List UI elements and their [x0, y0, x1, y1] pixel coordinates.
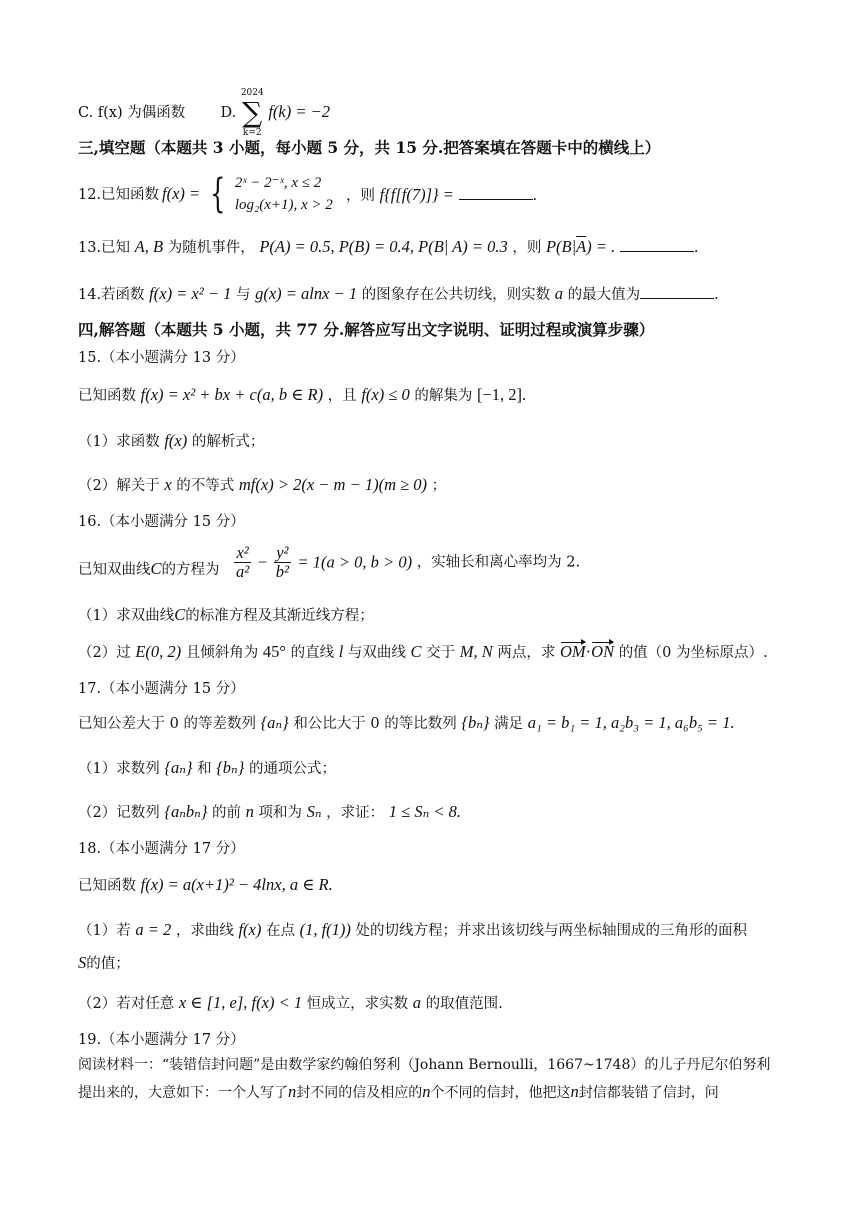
q19-heading: 19.（本小题满分 17 分） — [78, 1032, 245, 1048]
q12-answer-blank[interactable] — [459, 185, 533, 200]
q13-target: $P(B|\overline{A})$ = . — [545, 237, 616, 256]
summation-symbol: 2024 ∑ k=2 — [240, 88, 264, 138]
question-13: 13.已知 A, B 为随机事件， P(A) = 0.5, P(B) = 0.4, P(B| A) = 0.3 ，则 $P(B|\overline{A})$ = . . — [78, 237, 699, 256]
q18-heading: 18.（本小题满分 17 分） — [78, 841, 245, 857]
q18-part-1: （1）若 a = 2 ，求曲线 f(x) 在点 (1, f(1)) 处的切线方程；并求出该切线与两坐标轴围成的三角形的面积 — [78, 920, 748, 939]
piecewise-brace: { — [209, 171, 226, 217]
q19-paragraph-2: 提出来的，大意如下：一个人写了n封不同的信及相应的n个不同的信封，他把这n封信都装错了信封，问 — [78, 1082, 719, 1101]
q16-part-2: （2）过 E(0, 2) 且倾斜角为 45° 的直线 l 与双曲线 C 交于 M, N 两点，求 OM·ON 的值（0 为坐标原点）. — [78, 642, 768, 661]
q15-heading: 15.（本小题满分 13 分） — [78, 350, 245, 366]
vector-om: OM — [559, 642, 586, 661]
option-d-expr: f(k) = −2 — [268, 102, 330, 121]
q15-part-1: （1）求函数 f(x) 的解析式； — [78, 431, 265, 450]
q15-stem: 已知函数 f(x) = x² + bx + c(a, b ∈ R) ，且 f(x) ≤ 0 的解集为 [−1, 2]. — [78, 385, 527, 404]
options-cd-line — [78, 87, 790, 139]
q13-answer-blank[interactable] — [620, 237, 694, 252]
q17-part-2: （2）记数列 {aₙbₙ} 的前 n 项和为 Sₙ ，求证： 1 ≤ Sₙ < 8. — [78, 802, 462, 821]
option-c: C. f(x) 为偶函数 — [78, 105, 186, 121]
section-3-heading: 三,填空题（本题共 3 小题，每小题 5 分，共 15 分.把答案填在答题卡中的横线上） — [78, 138, 661, 157]
q15-part-2: （2）解关于 x 的不等式 mf(x) > 2(x − m − 1)(m ≥ 0) ； — [78, 475, 447, 494]
q17-stem: 已知公差大于 0 的等差数列 {aₙ} 和公比大于 0 的等比数列 {bₙ} 满足 a₁ = b₁ = 1, a₂b₃ = 1, a₆b₅ = 1. — [78, 713, 735, 732]
q14-answer-blank[interactable] — [640, 284, 714, 299]
x-squared-fraction: $\frac{\text{x²}}{\text{a²}}$ — [236, 543, 250, 581]
q19-paragraph-1: 阅读材料一：“装错信封问题”是由数学家约翰伯努利（Johann Bernoulli，1667~1748）的儿子丹尼尔伯努利 — [78, 1057, 771, 1073]
q16-part-1: （1）求双曲线C的标准方程及其渐近线方程； — [78, 605, 374, 624]
y-squared-fraction: $\frac{\text{y²}}{\text{b²}}$ — [275, 543, 289, 581]
option-d-label: D. — [220, 105, 237, 121]
section-4-heading: 四,解答题（本题共 5 小题，共 77 分.解答应写出文字说明、证明过程或演算步骤） — [78, 320, 655, 339]
q12-expression: f{f[f(7)]} = — [379, 185, 454, 204]
vector-on: ON — [591, 642, 615, 661]
q18-part-1-cont: S的值； — [78, 953, 130, 972]
question-14: 14.若函数 f(x) = x² − 1 与 g(x) = alnx − 1 的图象存在公共切线，则实数 a 的最大值为 . — [78, 284, 719, 303]
q16-stem: 已知双曲线C的方程为 $\frac{\text{x²}}{\text{a²}}$ − $\frac{\text{y²}}{\text{b²}}$ = 1(a > 0, b > 0) ，实轴长和离心率均为 2. — [78, 543, 581, 581]
piecewise-cases: 2ˣ − 2⁻ˣ, x ≤ 2 log₂(x+1), x > 2 — [234, 175, 333, 213]
q17-part-1: （1）求数列 {aₙ} 和 {bₙ} 的通项公式； — [78, 758, 336, 777]
q18-part-2: （2）若对任意 x ∈ [1, e], f(x) < 1 恒成立，求实数 a 的取值范围. — [78, 993, 503, 1012]
q18-stem: 已知函数 f(x) = a(x+1)² − 4lnx, a ∈ R. — [78, 875, 333, 894]
q16-heading: 16.（本小题满分 15 分） — [78, 514, 245, 530]
q13-probabilities: P(A) = 0.5, P(B) = 0.4, P(B| A) = 0.3 — [259, 237, 508, 256]
q17-heading: 17.（本小题满分 15 分） — [78, 681, 245, 697]
question-12: 12.已知函数 f(x) = { 2ˣ − 2⁻ˣ, x ≤ 2 log₂(x+1), x > 2 ，则 f{f[f(7)]} = . — [78, 171, 538, 217]
